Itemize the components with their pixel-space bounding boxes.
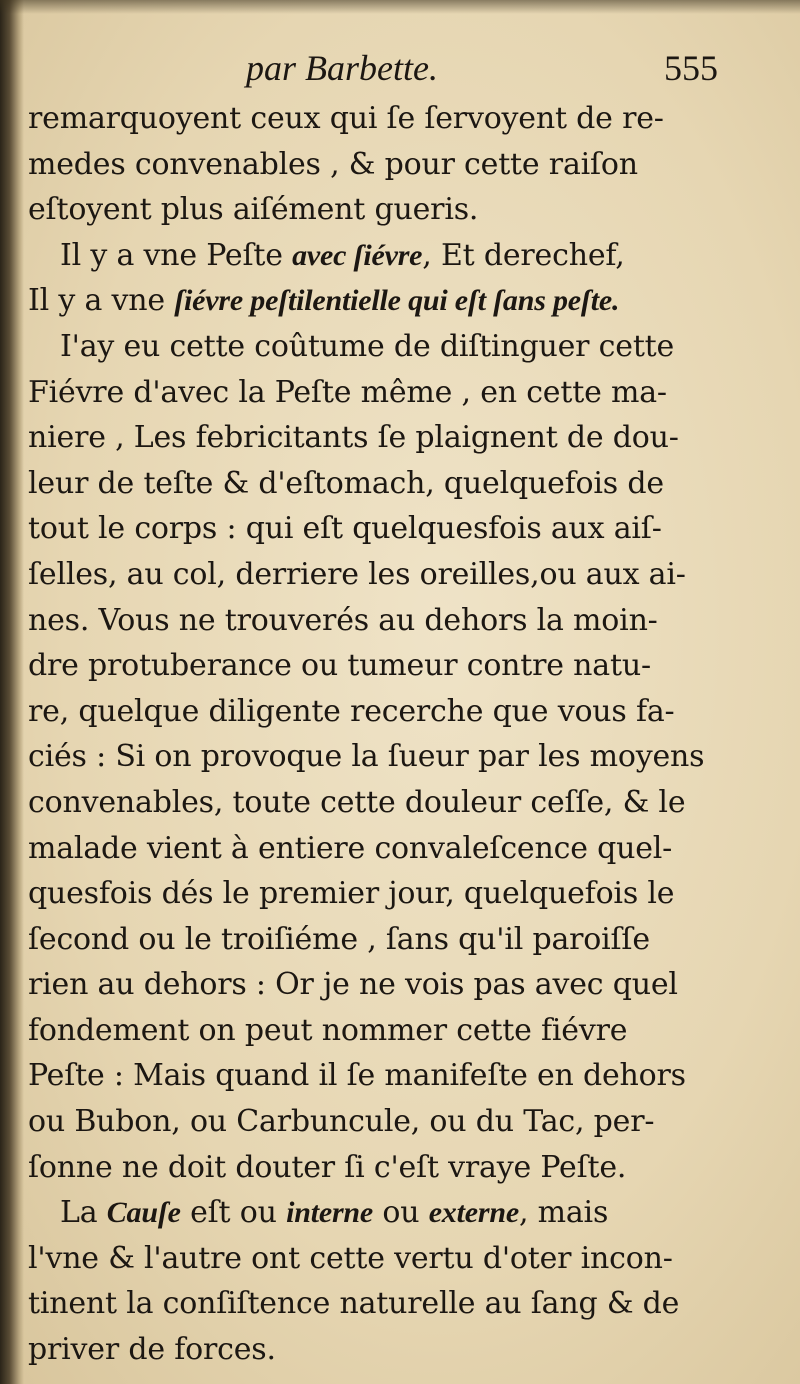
text-line: fondement on peut nommer cette fiévre [28,1012,628,1048]
text-line: Peſte : Mais quand il ſe manifeſte en dehors [28,1058,686,1094]
running-head: par Barbette. [246,48,438,88]
text-line: Fiévre d'avec la Peſte même , en cette ma- [28,374,667,410]
text-span: Il y a vne [28,283,175,319]
italic-term: Cauſe [106,1196,181,1230]
text-span: , mais [518,1195,609,1231]
text-span: La [60,1195,107,1231]
text-line: ſecond ou le troiſiéme , ſans qu'il paroiſſe [28,921,650,957]
text-line: medes convenables , & pour cette raiſon [28,146,638,182]
binding-gutter [0,0,24,1384]
text-line: quesfois dés le premier jour, quelquefois le [28,876,675,912]
text-line: tout le corps : qui eſt quelquesfois aux aiſ- [28,511,662,547]
text-line: ciés : Si on provoque la ſueur par les moyens [28,739,705,775]
text-line: dre protuberance ou tumeur contre natu- [28,648,651,684]
text-line: ou Bubon, ou Carbuncule, ou du Tac, per- [28,1104,655,1140]
page-top-shadow [0,0,800,14]
text-span: eſt ou [180,1195,287,1231]
text-line: priver de forces. [28,1332,276,1368]
italic-term: interne [286,1196,374,1230]
text-line: I'ay eu cette coûtume de diſtinguer cette [60,328,675,364]
italic-term: avec ſiévre [292,238,423,272]
text-line: convenables, toute cette douleur ceſſe, & le [28,784,686,820]
text-line [28,1190,718,1236]
text-line: remarquoyent ceux qui ſe ſervoyent de re- [28,101,664,136]
text-line: eſtoyent plus aiſément gueris. [28,192,479,228]
text-line: ſelles, au col, derriere les oreilles,ou aux ai- [28,556,686,592]
text-line: re, quelque diligente recerche que vous fa- [28,693,675,729]
text-line: nes. Vous ne trouverés au dehors la moin- [28,602,658,638]
text-line [28,278,718,324]
page-text [28,40,718,1373]
text-line: tinent la conſiſtence naturelle au ſang & de [28,1286,680,1322]
text-span: , Et derechef, [422,237,625,273]
text-line [28,233,718,279]
text-line: leur de teſte & d'eſtomach, quelquefois de [28,465,664,501]
text-line: l'vne & l'autre ont cette vertu d'oter incon- [28,1240,673,1276]
text-line: malade vient à entiere convaleſcence quel- [28,830,673,866]
page-number: 555 [664,48,718,88]
italic-term: ſiévre peſtilentielle qui eſt ſans peſte. [174,284,620,318]
text-span: ou [373,1195,429,1231]
text-line: ſonne ne doit douter ſi c'eſt vraye Peſte. [28,1149,627,1185]
page-header [28,40,718,96]
text-line: rien au dehors : Or je ne vois pas avec quel [28,967,678,1003]
italic-term: externe [428,1196,519,1230]
text-line: niere , Les febricitants ſe plaignent de dou- [28,420,679,456]
text-span: Il y a vne Peſte [60,237,293,273]
